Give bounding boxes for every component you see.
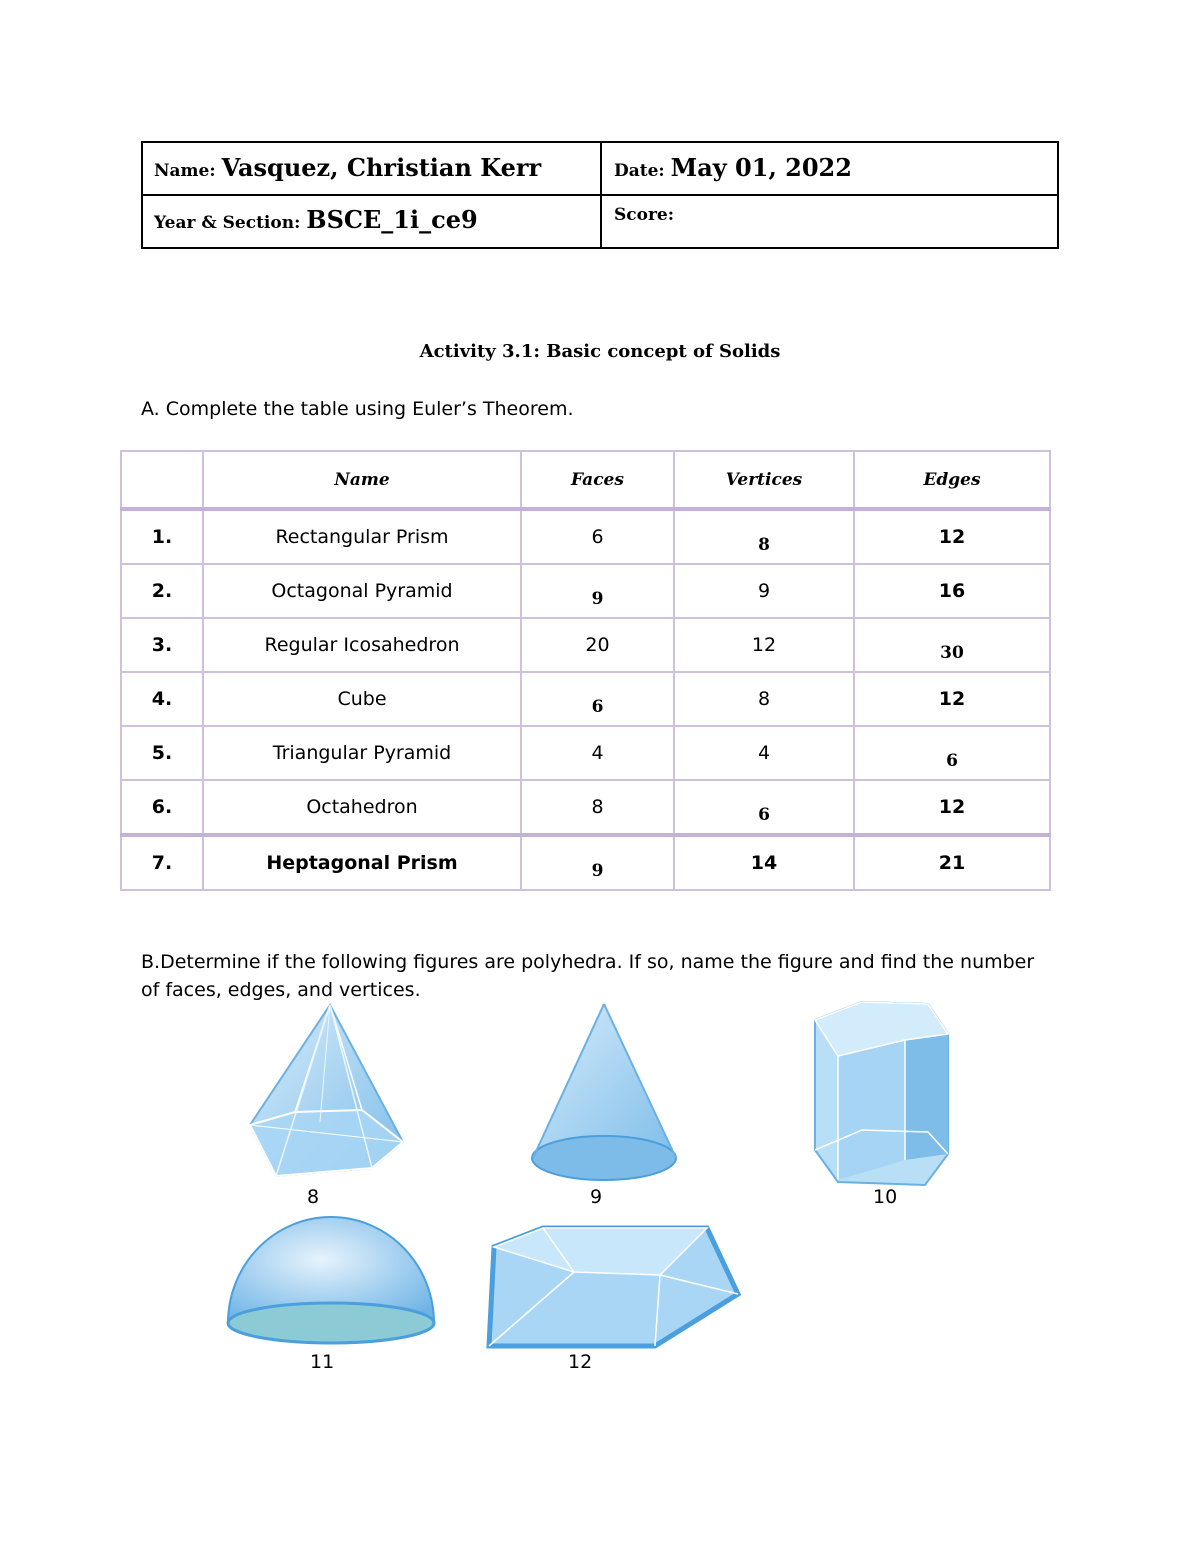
- table-row: [121, 672, 1050, 726]
- year-section-label: Year & Section:: [154, 213, 301, 233]
- solid-name: Rectangular Prism: [203, 509, 521, 564]
- faces-answer: [521, 564, 674, 618]
- score-field: [614, 205, 674, 225]
- faces-value: 4: [521, 726, 674, 780]
- table-row: [121, 618, 1050, 672]
- figure-label: 9: [590, 1186, 603, 1208]
- part-a-instruction: A. Complete the table using Euler’s Theorem.: [141, 398, 574, 420]
- figure-label: 10: [873, 1186, 898, 1208]
- date-value: May 01, 2022: [670, 153, 852, 182]
- part-b-instruction: B.Determine if the following figures are polyhedra. If so, name the figure and find the number of faces, edges, and vertices.: [141, 951, 1035, 1001]
- answer-text: 9: [591, 589, 604, 609]
- year-section-field: [154, 205, 478, 234]
- figure-label: 11: [310, 1351, 335, 1373]
- header-number: [121, 451, 203, 509]
- pentagonal-pyramid-icon: [250, 1005, 403, 1176]
- solid-name: Cube: [203, 672, 521, 726]
- answer-text: 9: [591, 861, 604, 881]
- date-field: [614, 153, 852, 182]
- answer-text: 6: [591, 697, 604, 717]
- figure-label: 12: [568, 1351, 593, 1373]
- row-number: 6.: [121, 780, 203, 835]
- edges-value: 16: [854, 564, 1050, 618]
- table-header-row: [121, 451, 1050, 509]
- edges-value: 21: [854, 835, 1050, 890]
- activity-title: Activity 3.1: Basic concept of Solids: [419, 341, 781, 362]
- row-number: 4.: [121, 672, 203, 726]
- figure-label: 8: [307, 1186, 320, 1208]
- table-row: [121, 835, 1050, 890]
- solid-name: Octahedron: [203, 780, 521, 835]
- score-label: Score:: [614, 205, 675, 225]
- edges-answer: [854, 618, 1050, 672]
- edges-value: 12: [854, 509, 1050, 564]
- faces-value: 6: [521, 509, 674, 564]
- table-row: [121, 564, 1050, 618]
- header-name: Name: [203, 451, 521, 509]
- vertices-value: 12: [674, 618, 854, 672]
- faces-value: 20: [521, 618, 674, 672]
- edges-answer: [854, 726, 1050, 780]
- row-number: 3.: [121, 618, 203, 672]
- solid-name: Regular Icosahedron: [203, 618, 521, 672]
- answer-text: 6: [758, 805, 770, 825]
- faces-answer: [521, 672, 674, 726]
- edges-value: 12: [854, 780, 1050, 835]
- year-section-value: BSCE_1i_ce9: [306, 205, 478, 234]
- table-row: [121, 726, 1050, 780]
- hemisphere-icon: [228, 1217, 434, 1343]
- info-box-divider-horizontal: [143, 194, 1057, 196]
- truncated-prism-icon: [489, 1228, 738, 1346]
- table-row: [121, 780, 1050, 835]
- row-number: 1.: [121, 509, 203, 564]
- row-number: 2.: [121, 564, 203, 618]
- row-number: 5.: [121, 726, 203, 780]
- solid-name: Heptagonal Prism: [203, 835, 521, 890]
- answer-text: 6: [946, 751, 958, 771]
- faces-answer: [521, 835, 674, 890]
- hexagonal-prism-icon: [815, 1002, 948, 1185]
- answer-text: 30: [940, 643, 964, 663]
- faces-value: 8: [521, 780, 674, 835]
- solid-name: Triangular Pyramid: [203, 726, 521, 780]
- header-vertices: Vertices: [674, 451, 854, 509]
- vertices-value: 8: [674, 672, 854, 726]
- row-number: 7.: [121, 835, 203, 890]
- name-label: Name:: [154, 161, 216, 181]
- date-label: Date:: [614, 161, 665, 181]
- cone-icon: [532, 1004, 676, 1180]
- vertices-value: 4: [674, 726, 854, 780]
- solid-name: Octagonal Pyramid: [203, 564, 521, 618]
- header-edges: Edges: [854, 451, 1050, 509]
- vertices-value: 9: [674, 564, 854, 618]
- table-row: [121, 509, 1050, 564]
- header-faces: Faces: [521, 451, 674, 509]
- student-info-box: [141, 141, 1059, 249]
- answer-text: 8: [758, 535, 770, 555]
- name-value: Vasquez, Christian Kerr: [221, 153, 542, 182]
- vertices-answer: [674, 509, 854, 564]
- vertices-value: 14: [674, 835, 854, 890]
- vertices-answer: [674, 780, 854, 835]
- edges-value: 12: [854, 672, 1050, 726]
- name-field: [154, 153, 541, 182]
- euler-table: [120, 450, 1051, 891]
